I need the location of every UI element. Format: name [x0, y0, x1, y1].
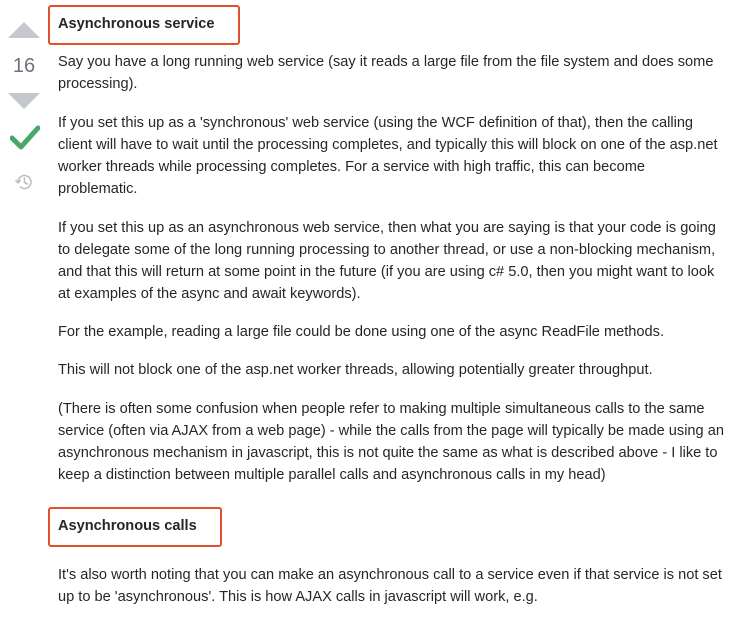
paragraph-throughput: This will not block one of the asp.net worker threads, allowing potentially greater throughput.	[58, 362, 653, 378]
arrow-down-icon[interactable]	[8, 93, 40, 109]
paragraph-ajax: It's also worth noting that you can make an asynchronous call to a service even if that service is not set up to be 'asynchronous'. This is how AJAX calls in javascript will work, e.g.	[58, 567, 722, 605]
paragraph-example: For the example, reading a large file could be done using one of the async ReadFile methods.	[58, 324, 665, 340]
arrow-up-icon[interactable]	[8, 22, 40, 38]
paragraph-synchronous: If you set this up as a 'synchronous' web service (using the WCF definition of that), then the calling client will have to wait until the processing completes, and typically this will block on one of the asp.net worker threads while processing completes. For a service with high traffic, this can become problematic.	[58, 115, 718, 197]
history-icon[interactable]	[14, 172, 34, 192]
paragraph-asynchronous: If you set this up as an asynchronous web service, then what you are saying is that your code is going to delegate some of the long running processing to another thread, or use a non-blocking mechanism, and that this will return at some point in the future (if you are using c# 5.0, then you might want to look at examples of the async and await keywords).	[58, 220, 716, 302]
paragraph-intro: Say you have a long running web service (say it reads a large file from the file system and does some processing).	[58, 54, 714, 92]
heading-asynchronous-calls: Asynchronous calls	[48, 507, 222, 547]
paragraph-confusion: (There is often some confusion when people refer to making multiple simultaneous calls to the same service (often via AJAX from a web page) - while the calls from the page will typically be made using an asynchronous mechanism in javascript, this is not quite the same as what is described above - I like to keep a distinction between multiple parallel calls and asynchronous calls in my head)	[58, 401, 724, 483]
vote-column	[0, 0, 48, 619]
heading-asynchronous-service: Asynchronous service	[48, 5, 240, 45]
vote-count: 16	[12, 55, 36, 77]
checkmark-icon	[10, 124, 40, 152]
